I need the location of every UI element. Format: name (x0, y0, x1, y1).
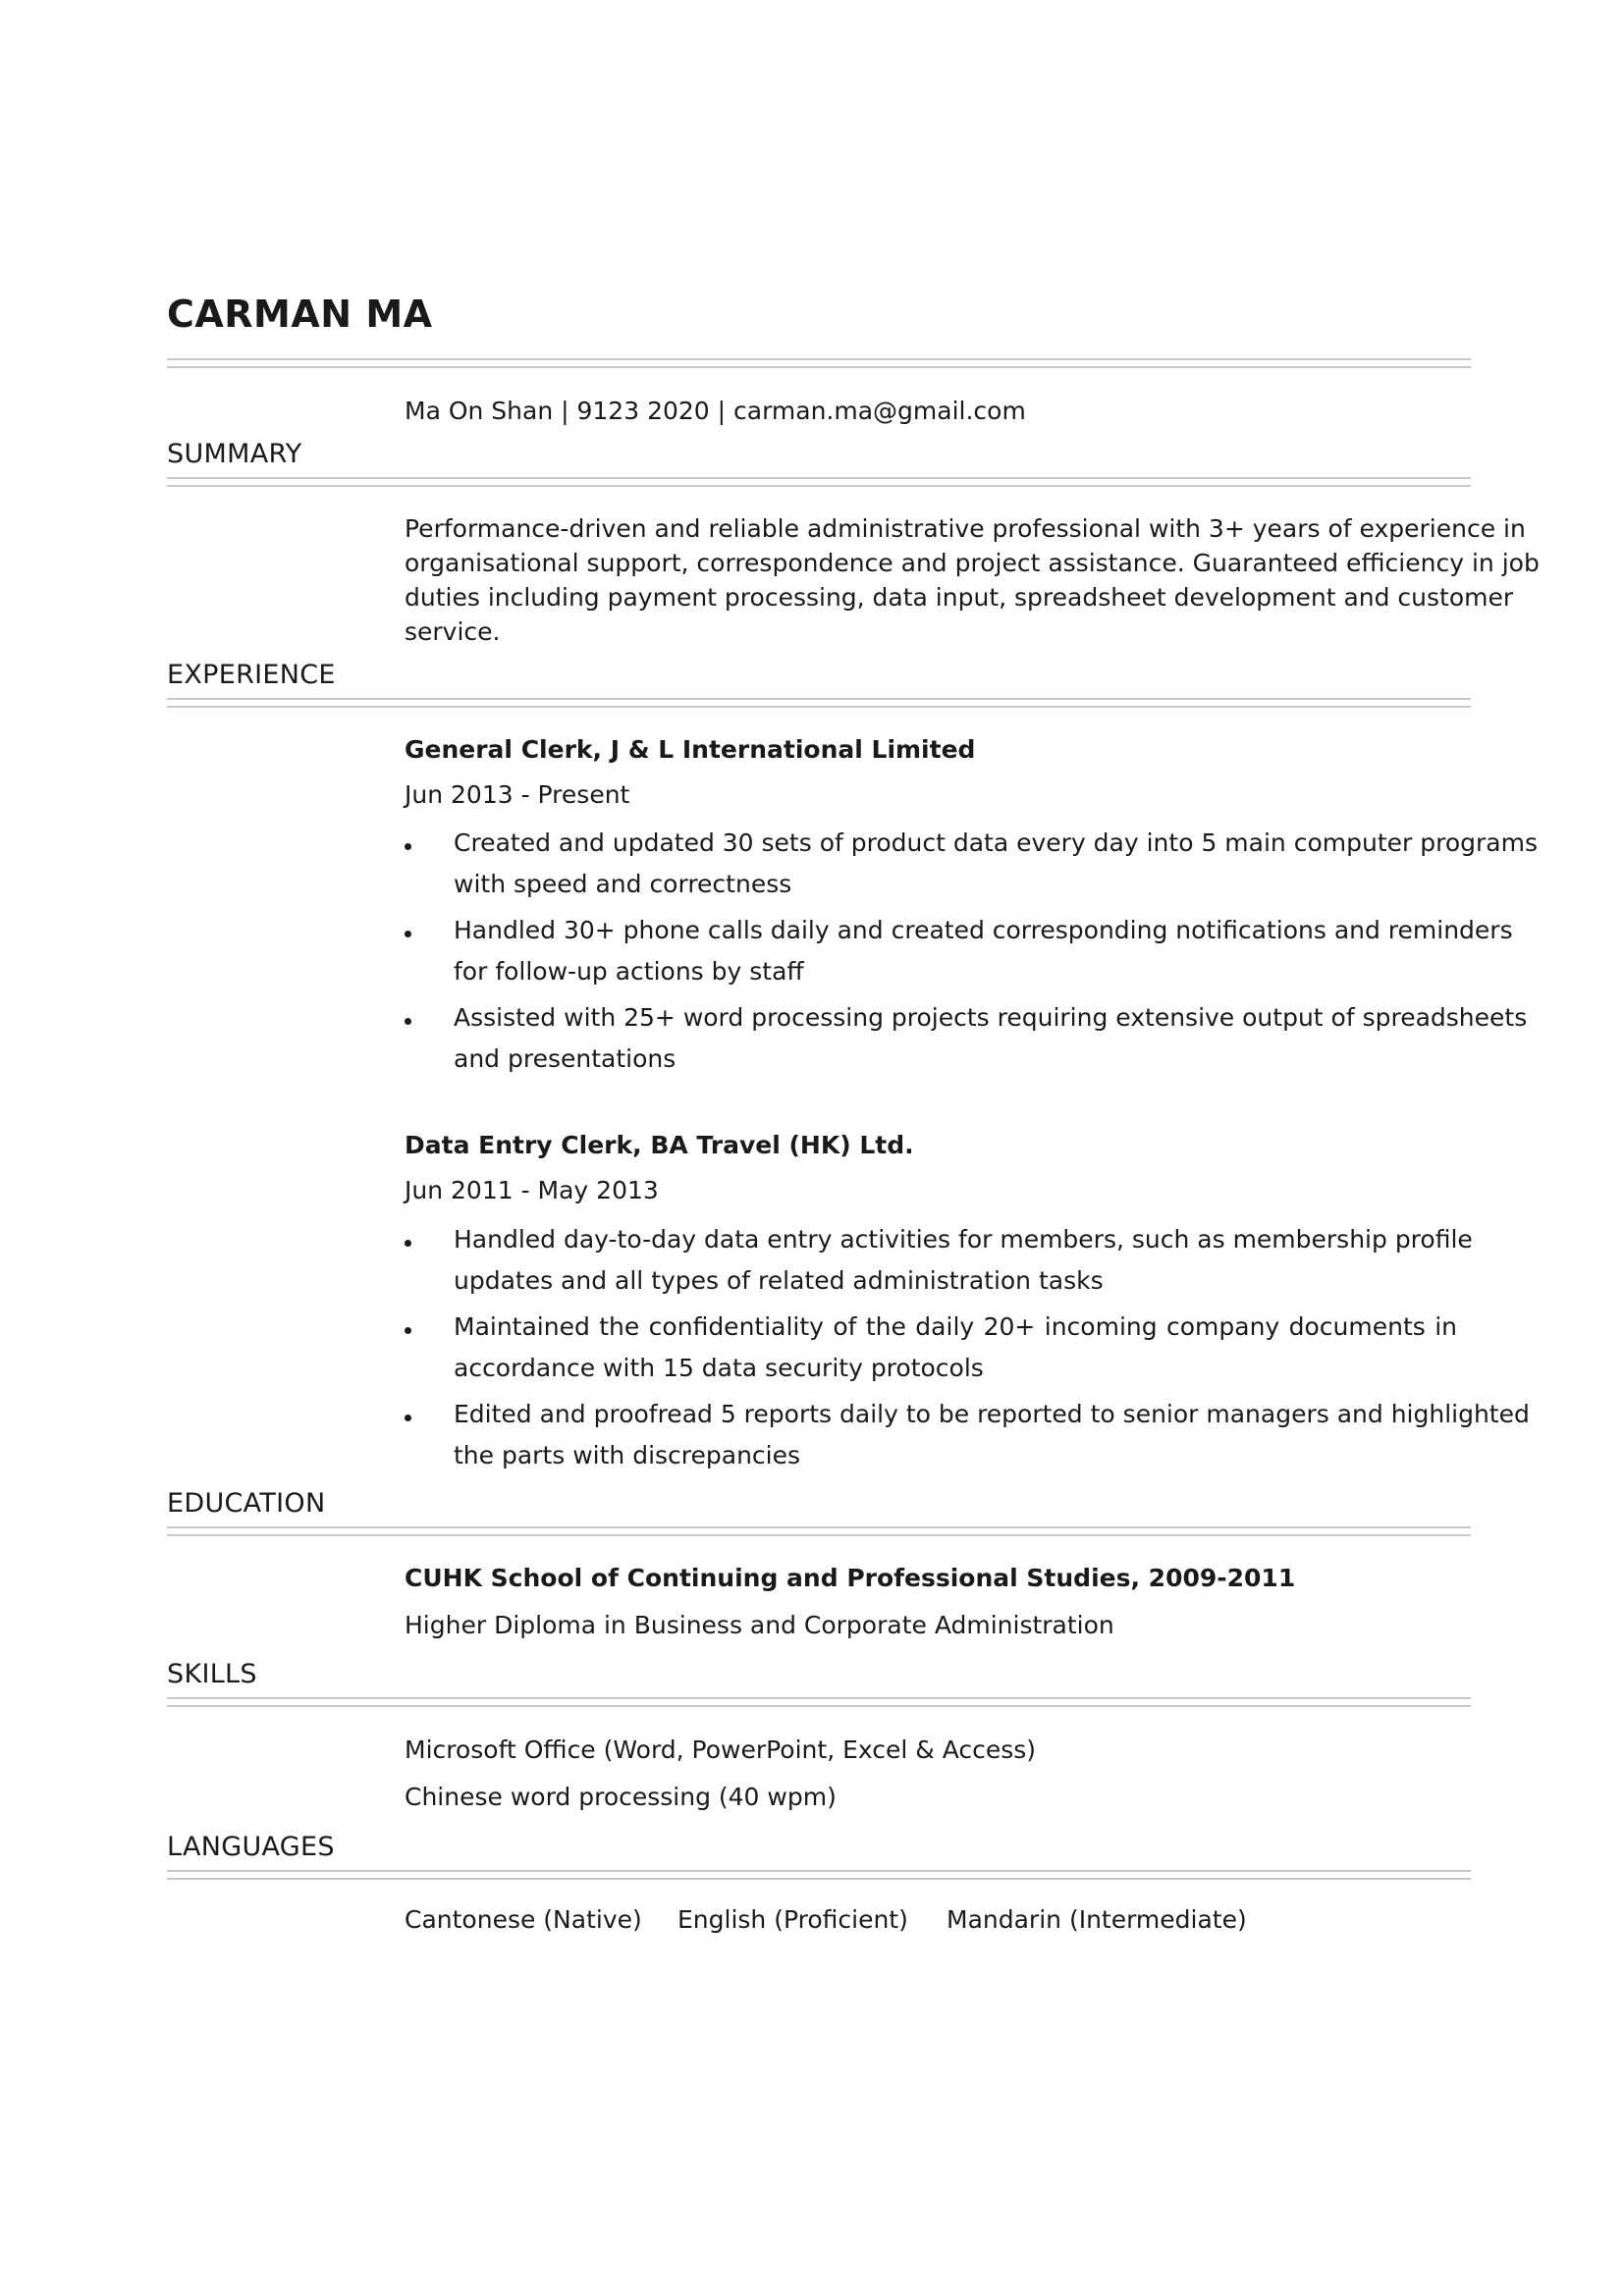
education-school: CUHK School of Continuing and Professional Studies, 2009-2011 (405, 1564, 1296, 1592)
bullet-line: and presentations (454, 1044, 677, 1073)
bullet-line: Maintained the confidentiality of the daily 20+ incoming company documents in (454, 1312, 1457, 1341)
divider (167, 1534, 1471, 1536)
bullet-line: Assisted with 25+ word processing projects requiring extensive output of spreadsheets (454, 1003, 1528, 1032)
divider (167, 477, 1471, 479)
bullet-line: Handled 30+ phone calls daily and created corresponding notifications and reminders (454, 916, 1513, 944)
bullet-icon (405, 1327, 411, 1334)
divider (167, 698, 1471, 700)
divider (167, 1878, 1471, 1880)
divider (167, 485, 1471, 487)
summary-line: service. (405, 617, 501, 646)
divider (167, 706, 1471, 708)
bullet-line: Edited and proofread 5 reports daily to be reported to senior managers and highlighted (454, 1400, 1530, 1428)
job-dates: Jun 2013 - Present (405, 780, 630, 809)
divider (167, 366, 1471, 368)
language-item: Mandarin (Intermediate) (947, 1905, 1247, 1934)
education-degree: Higher Diploma in Business and Corporate Administration (405, 1611, 1114, 1639)
language-item: English (Proficient) (677, 1905, 908, 1934)
summary-line: Performance-driven and reliable administrative professional with 3+ years of experience in (405, 514, 1526, 543)
job-title: General Clerk, J & L International Limited (405, 735, 976, 764)
bullet-icon (405, 1018, 411, 1025)
candidate-name: CARMAN MA (167, 293, 433, 336)
summary-line: duties including payment processing, data input, spreadsheet development and customer (405, 583, 1514, 612)
bullet-icon (405, 1240, 411, 1247)
bullet-line: the parts with discrepancies (454, 1441, 801, 1469)
language-item: Cantonese (Native) (405, 1905, 642, 1934)
job-title: Data Entry Clerk, BA Travel (HK) Ltd. (405, 1131, 914, 1159)
bullet-line: Handled day-to-day data entry activities for members, such as membership profile (454, 1225, 1473, 1254)
bullet-line: updates and all types of related administration tasks (454, 1266, 1104, 1295)
divider (167, 1705, 1471, 1707)
summary-paragraph (405, 511, 1540, 649)
divider (167, 1870, 1471, 1872)
skill-item: Chinese word processing (40 wpm) (405, 1783, 837, 1811)
section-heading-languages: LANGUAGES (167, 1832, 335, 1862)
bullet-line: with speed and correctness (454, 870, 792, 898)
divider (167, 1697, 1471, 1699)
contact-line: Ma On Shan | 9123 2020 | carman.ma@gmail.com (405, 397, 1026, 425)
section-heading-summary: SUMMARY (167, 439, 302, 469)
section-heading-skills: SKILLS (167, 1659, 257, 1689)
skill-item: Microsoft Office (Word, PowerPoint, Excel & Access) (405, 1735, 1037, 1764)
bullet-line: for follow-up actions by staff (454, 957, 804, 986)
divider (167, 1526, 1471, 1528)
bullet-line: Created and updated 30 sets of product data every day into 5 main computer programs (454, 828, 1538, 857)
divider (167, 358, 1471, 360)
bullet-icon (405, 931, 411, 937)
bullet-line: accordance with 15 data security protocols (454, 1354, 984, 1382)
job-dates: Jun 2011 - May 2013 (405, 1176, 659, 1204)
bullet-icon (405, 1415, 411, 1421)
bullet-icon (405, 843, 411, 850)
section-heading-education: EDUCATION (167, 1488, 326, 1519)
summary-line: organisational support, correspondence and project assistance. Guaranteed efficiency in job (405, 549, 1540, 577)
section-heading-experience: EXPERIENCE (167, 660, 336, 690)
